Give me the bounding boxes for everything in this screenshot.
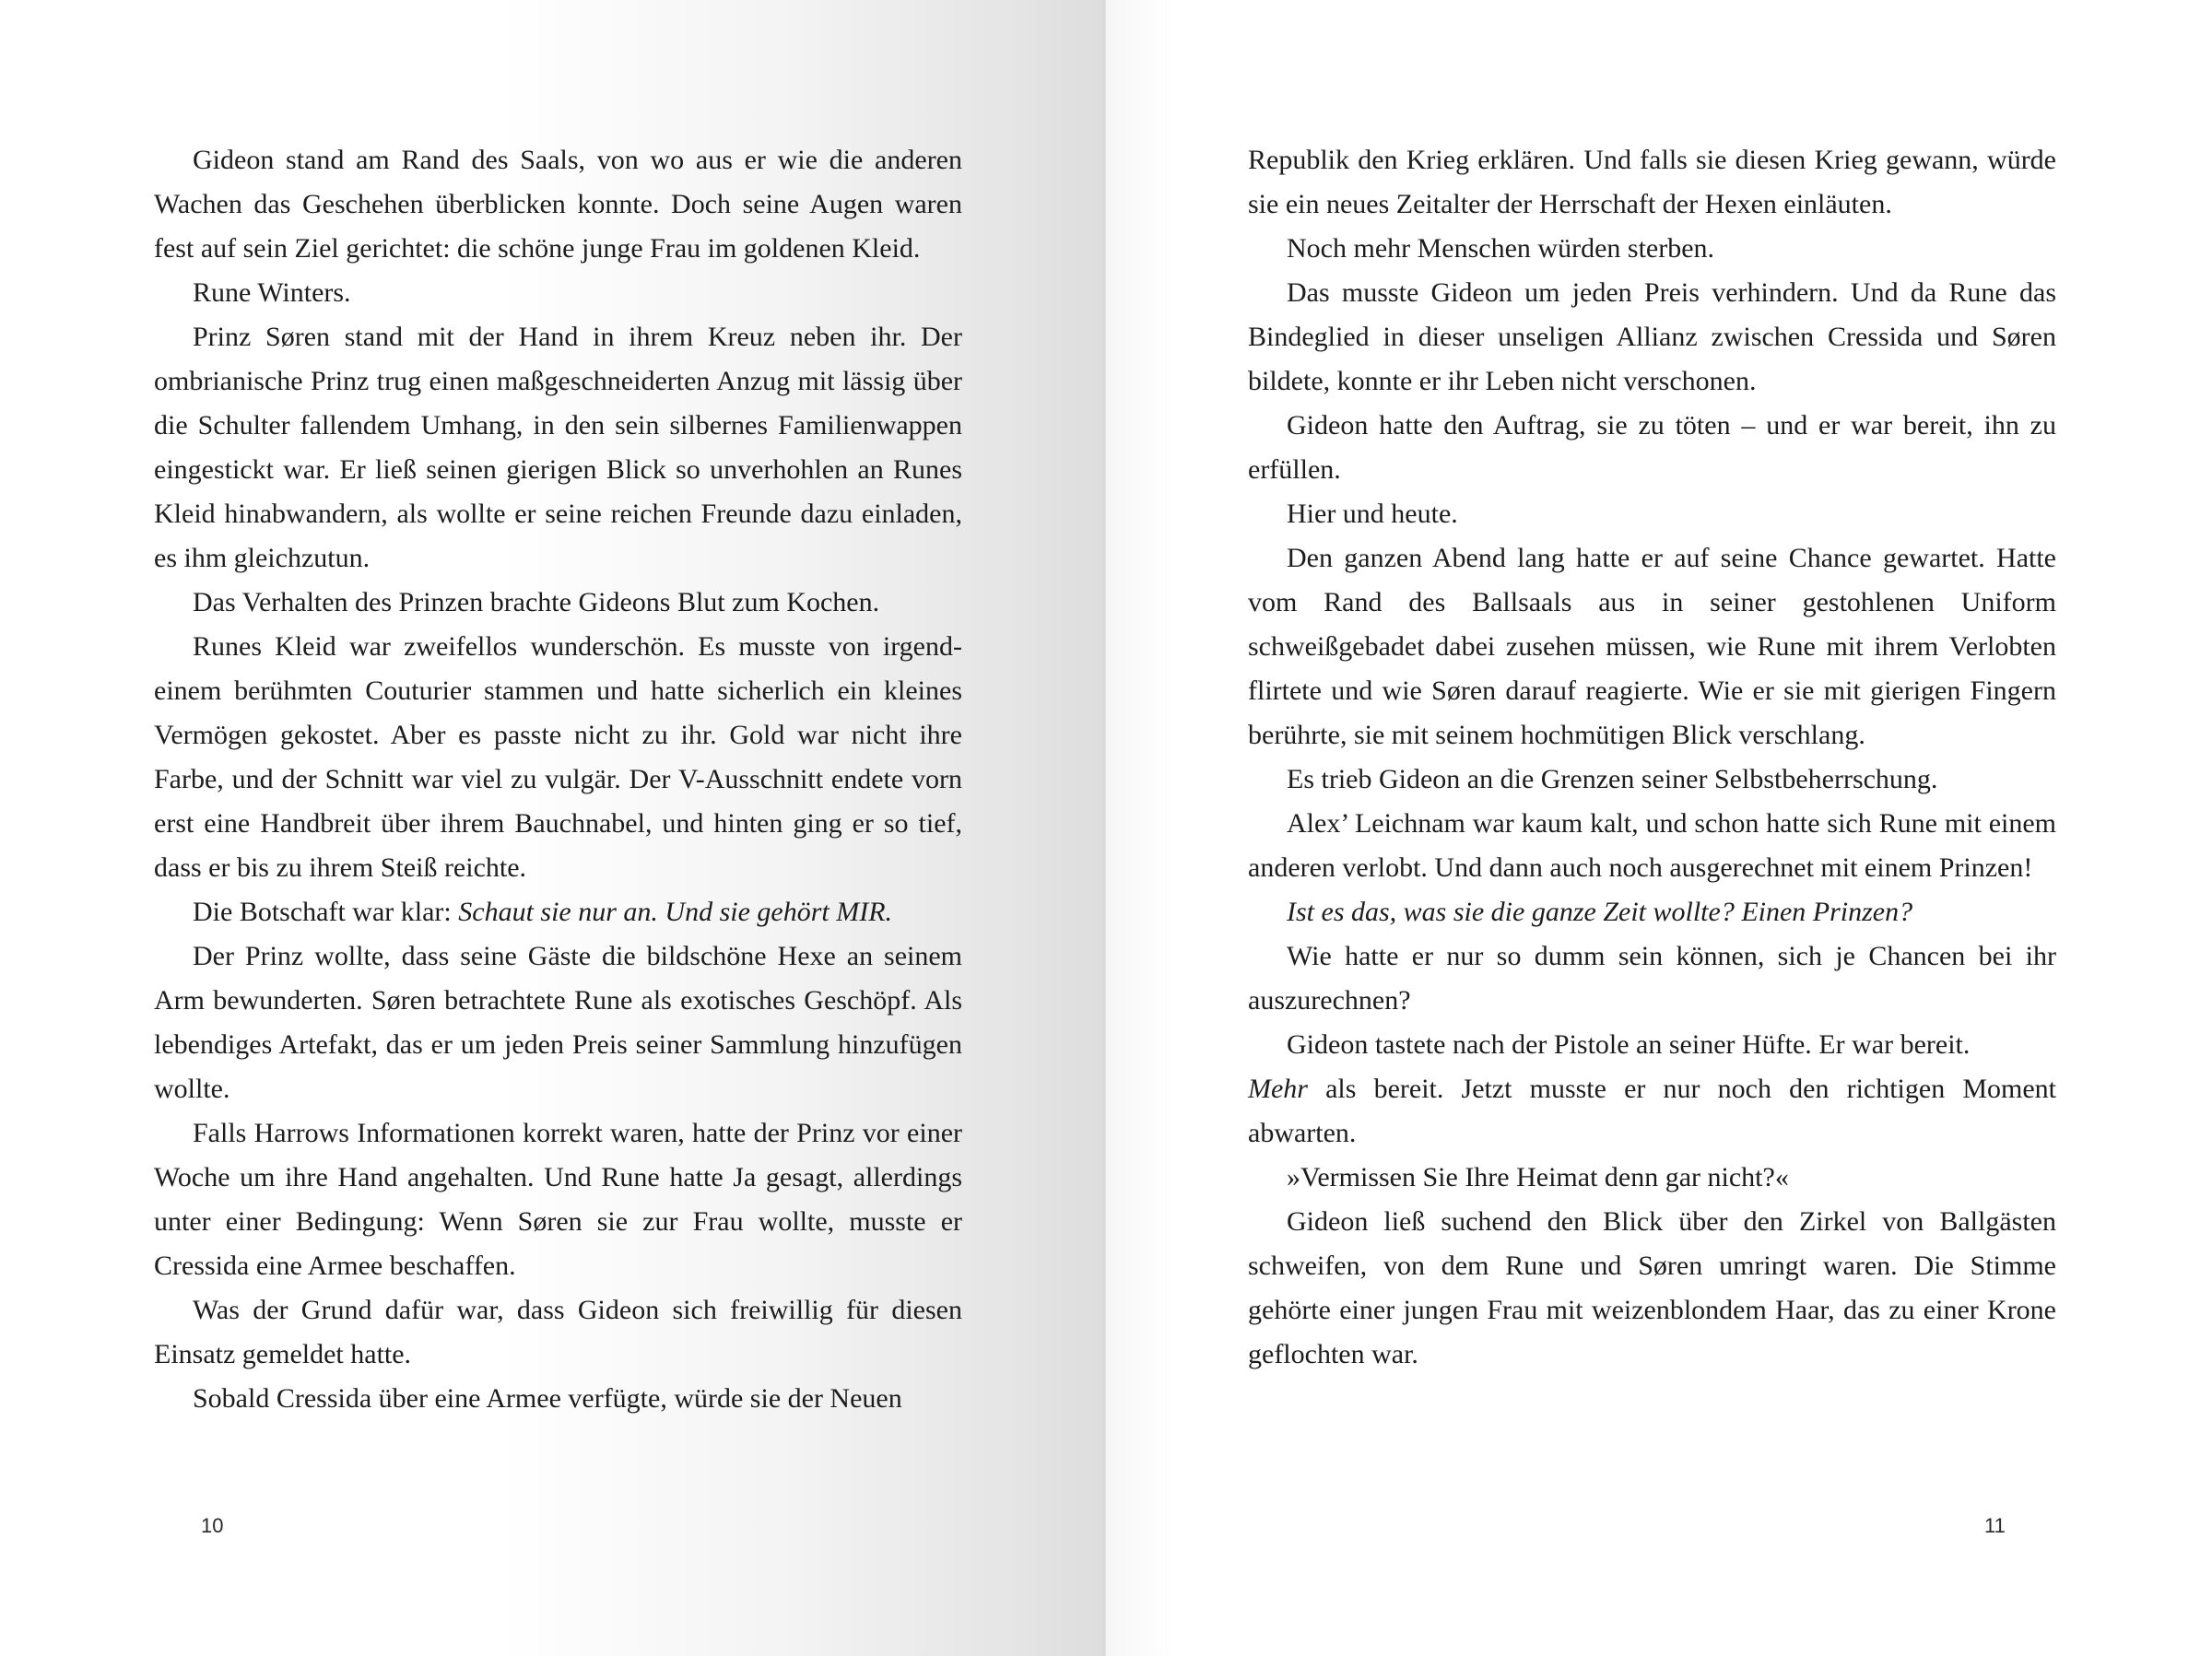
paragraph xyxy=(1248,1067,2056,1156)
paragraph-lead: Die Botschaft war klar: xyxy=(193,897,452,927)
page-number-right: 11 xyxy=(1984,1514,2006,1537)
paragraph: Falls Harrows Informationen korrekt waren, hatte der Prinz vor einer Woche um ihre Hand angehalten. Und Rune hatte Ja gesagt, allerdings unter einer Bedingung: Wenn Søren sie zur Frau wollte, musste er Cressida eine Armee beschaffen. xyxy=(154,1118,962,1281)
italic-thought: Ist es das, was sie die ganze Zeit wollte? Einen Prinzen? xyxy=(1287,897,1913,927)
paragraph xyxy=(154,890,962,934)
paragraph: Alex’ Leichnam war kaum kalt, und schon hatte sich Rune mit einem anderen verlobt. Und dann auch noch ausgerechnet mit einem Prinzen! xyxy=(1248,808,2056,883)
paragraph: Gideon tastete nach der Pistole an seiner Hüfte. Er war bereit. xyxy=(1287,1029,1971,1060)
paragraph: Was der Grund dafür war, dass Gideon sich freiwillig für diesen Einsatz gemeldet hatte. xyxy=(154,1295,962,1369)
left-page-text xyxy=(154,138,962,1421)
paragraph: Noch mehr Menschen würden sterben. xyxy=(1287,233,1715,264)
paragraph: Gideon stand am Rand des Saals, von wo aus er wie die anderen Wachen das Geschehen überblicken konnte. Doch seine Augen waren fest auf sein Ziel gerichtet: die schöne junge Frau im goldenen Kleid. xyxy=(154,145,962,264)
paragraph: Den ganzen Abend lang hatte er auf seine Chance gewartet. Hatte vom Rand des Ballsaals aus in seiner gestohlenen Uniform schweißgebadet dabei zusehen müssen, wie Rune mit ihrem Verlobten flirtete und wie Søren darauf reagierte. Wie er sie mit gierigen Fingern berührte, sie mit seinem hochmütigen Blick verschlang. xyxy=(1248,543,2056,750)
right-page-text xyxy=(1248,138,2056,1377)
paragraph: Rune Winters. xyxy=(193,277,351,308)
paragraph: Prinz Søren stand mit der Hand in ihrem Kreuz neben ihr. Der ombrianische Prinz trug einen maßgeschneiderten Anzug mit lässig über die Schulter fallendem Umhang, in den sein silbernes Familienwappen eingestickt war. Er ließ seinen gierigen Blick so unverhohlen an Runes Kleid hinabwandern, als wollte er seine reichen Freunde dazu einladen, es ihm gleichzutun. xyxy=(154,322,962,573)
paragraph: Es trieb Gideon an die Grenzen seiner Selbstbeherrschung. xyxy=(1287,764,1938,794)
italic-thought: Schaut sie nur an. Und sie gehört MIR. xyxy=(458,897,893,927)
italic-word: Mehr xyxy=(1248,1074,1308,1104)
paragraph: Republik den Krieg erklären. Und falls sie diesen Krieg gewann, würde sie ein neues Zeitalter der Herrschaft der Hexen einläuten. xyxy=(1248,145,2056,219)
paragraph: Hier und heute. xyxy=(1287,499,1458,529)
paragraph: Gideon hatte den Auftrag, sie zu töten – und er war bereit, ihn zu erfüllen. xyxy=(1248,410,2056,485)
dialogue-line: »Vermissen Sie Ihre Heimat denn gar nicht?« xyxy=(1287,1162,1789,1192)
paragraph: Wie hatte er nur so dumm sein können, sich je Chancen bei ihr auszurechnen? xyxy=(1248,941,2056,1016)
paragraph: Der Prinz wollte, dass seine Gäste die bildschöne Hexe an seinem Arm bewunderten. Søren betrachtete Rune als exotisches Geschöpf. Als lebendiges Artefakt, das er um jeden Preis seiner Sammlung hinzufügen wollte. xyxy=(154,941,962,1104)
paragraph: Gideon ließ suchend den Blick über den Zirkel von Ballgästen schweifen, von dem Rune und Søren umringt waren. Die Stimme gehörte einer jungen Frau mit weizenblondem Haar, das zu einer Krone geflochten war. xyxy=(1248,1206,2056,1369)
paragraph: Runes Kleid war zweifellos wunderschön. Es musste von irgendeinem berühmten Couturier stammen und hatte sicherlich ein kleines Vermögen gekostet. Aber es passte nicht zu ihr. Gold war nicht ihre Farbe, und der Schnitt war viel zu vulgär. Der V-Ausschnitt endete vorn erst eine Handbreit über ihrem Bauchnabel, und hinten ging er so tief, dass er bis zu ihrem Steiß reichte. xyxy=(154,631,962,883)
paragraph-rest: als bereit. Jetzt musste er nur noch den richtigen Moment abwarten. xyxy=(1248,1074,2056,1148)
paragraph: Das Verhalten des Prinzen brachte Gideons Blut zum Kochen. xyxy=(193,587,880,617)
paragraph: Das musste Gideon um jeden Preis verhindern. Und da Rune das Bindeglied in dieser unseligen Allianz zwischen Cressida und Søren bildete, konnte er ihr Leben nicht verschonen. xyxy=(1248,277,2056,396)
paragraph: Sobald Cressida über eine Armee verfügte, würde sie der Neuen xyxy=(193,1383,902,1414)
page-number-left: 10 xyxy=(201,1514,224,1537)
